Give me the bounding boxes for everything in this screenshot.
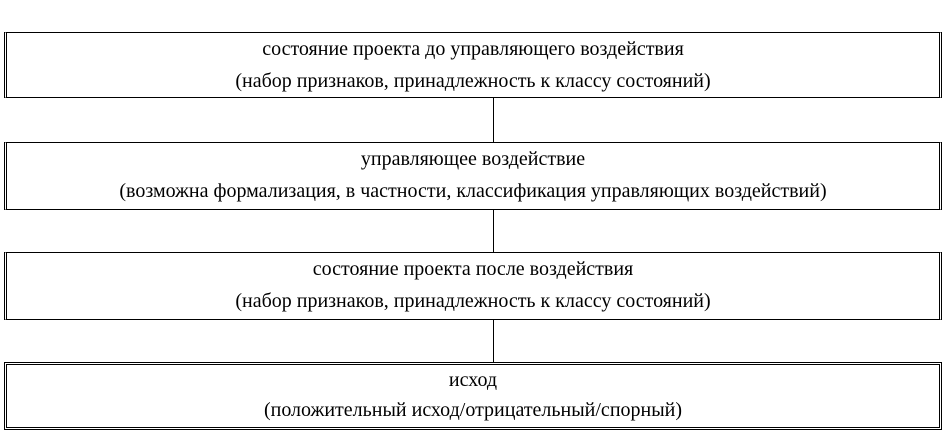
node-outcome-title: исход — [448, 369, 498, 391]
node-control-action — [4, 142, 942, 210]
node-state-after-title: состояние проекта после воздействия — [312, 258, 634, 280]
connector-line — [493, 320, 494, 362]
node-outcome — [4, 362, 942, 430]
node-state-before-subtitle: (набор признаков, принадлежность к классу состояний) — [235, 70, 711, 92]
node-state-before — [4, 32, 942, 98]
node-outcome-subtitle: (положительный исход/отрицательный/спорный) — [263, 399, 683, 421]
node-state-before-title: состояние проекта до управляющего воздействия — [262, 38, 684, 60]
node-state-after-subtitle: (набор признаков, принадлежность к классу состояний) — [235, 290, 711, 312]
connector-line — [493, 210, 494, 252]
node-state-after — [4, 252, 942, 320]
node-control-action-title: управляющее воздействие — [360, 148, 586, 170]
connector-line — [493, 98, 494, 142]
node-control-action-subtitle: (возможна формализация, в частности, классификация управляющих воздействий) — [119, 180, 827, 202]
